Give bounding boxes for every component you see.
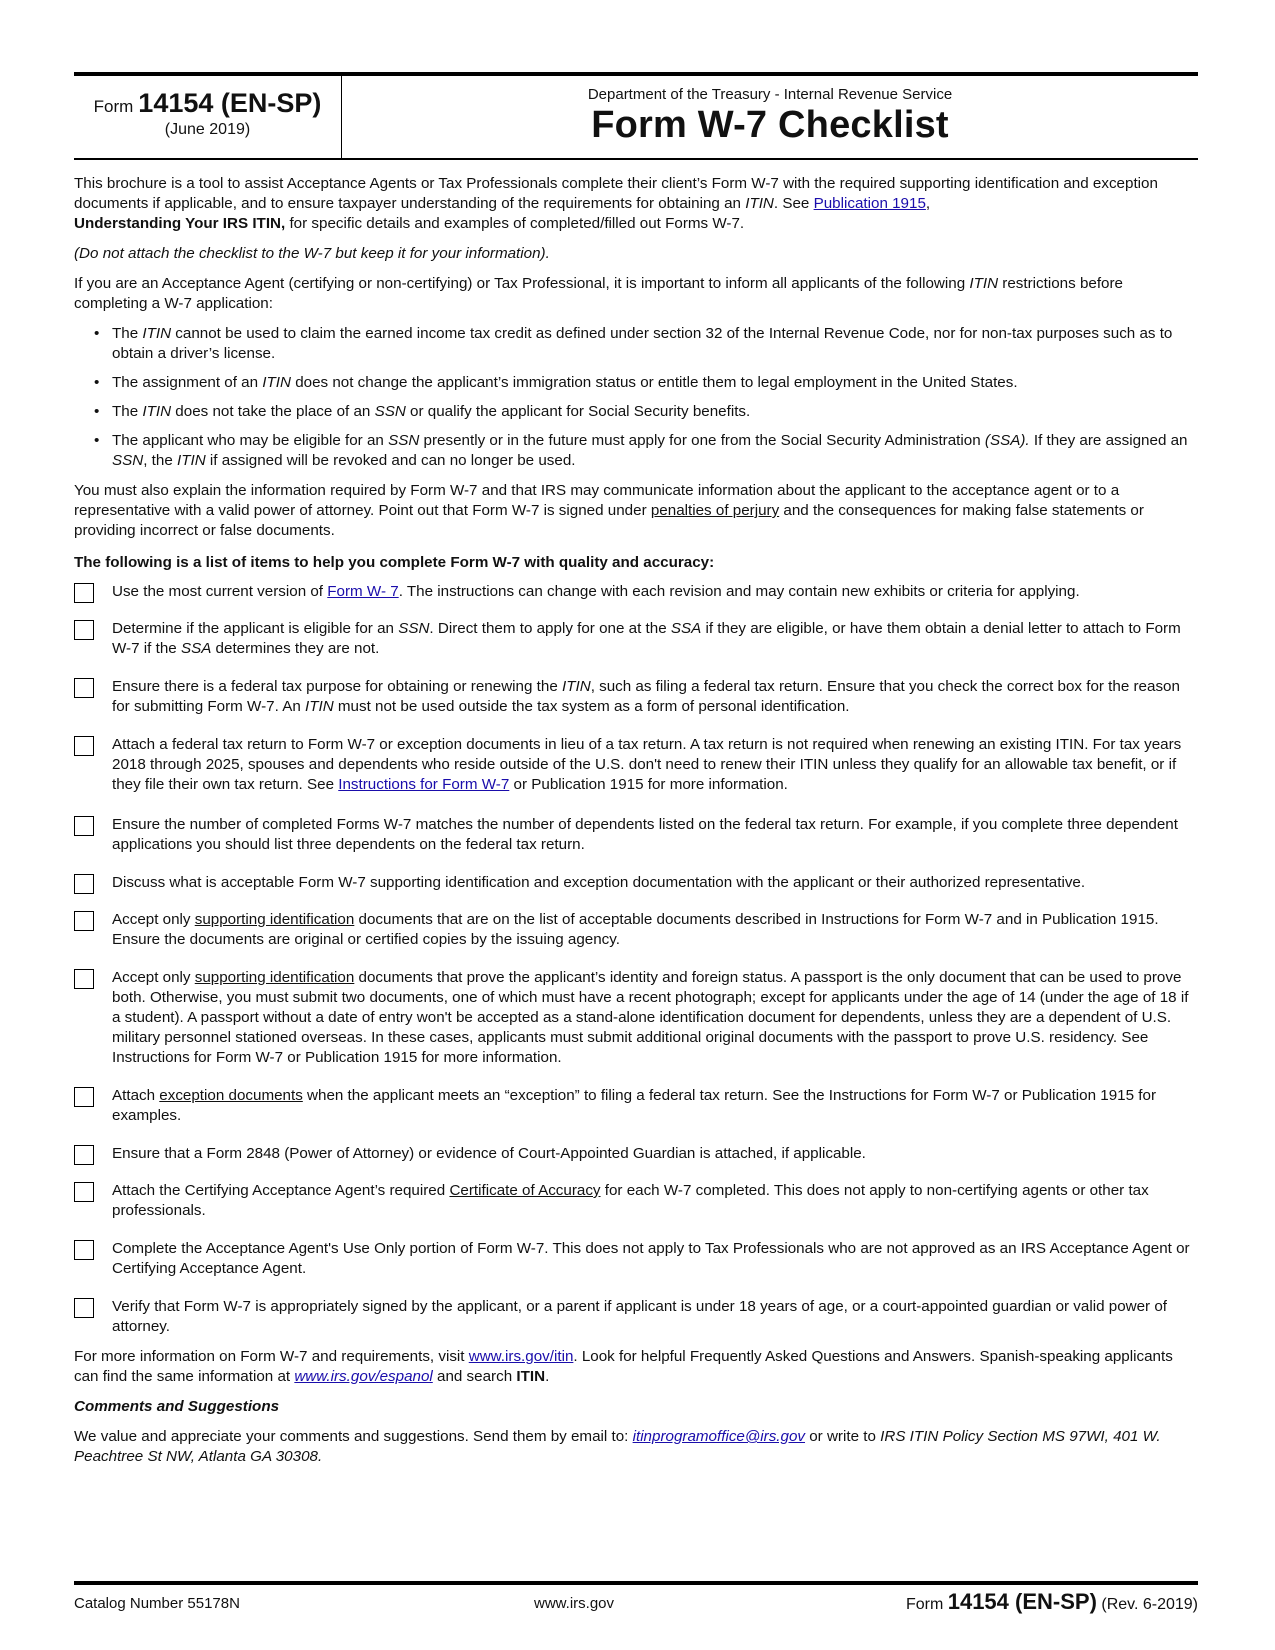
publication-1915-link[interactable]: Publication 1915 (813, 195, 926, 212)
comments-paragraph: We value and appreciate your comments and suggestions. Send them by email to: itinprogramoffice@irs.gov or write to IRS ITIN Policy Section MS 97WI, 401 W. Peachtree St NW, Atlanta GA 30308. (74, 1428, 1161, 1465)
checklist-item: Ensure that a Form 2848 (Power of Attorney) or evidence of Court-Appointed Guardian is attached, if applicable. (74, 1144, 1198, 1165)
form-w7-link[interactable]: Form W- 7 (327, 583, 399, 600)
checklist-note: (Do not attach the checklist to the W-7 but keep it for your information). (74, 245, 550, 262)
list-item: • The ITIN cannot be used to claim the earned income tax credit as defined under section 32 of the Internal Revenue Code, nor for non-tax purposes such as to obtain a driver’s license. (94, 324, 1198, 364)
list-item: • The applicant who may be eligible for an SSN presently or in the future must apply for one from the Social Security Administration (SSA). If they are assigned an SSN, the ITIN if assigned will be revoked and can no longer be used. (94, 431, 1198, 471)
checkbox[interactable] (74, 969, 94, 989)
checkbox[interactable] (74, 816, 94, 836)
form-w7-instructions-link[interactable]: Instructions for Form W-7 (338, 776, 510, 793)
list-item: • The ITIN does not take the place of an SSN or qualify the applicant for Social Security benefits. (94, 402, 1198, 422)
checklist-item: Attach exception documents when the applicant meets an “exception” to filing a federal tax return. See the Instructions for Form W-7 or Publication 1915 for examples. (74, 1086, 1198, 1126)
checkbox[interactable] (74, 874, 94, 894)
checkbox[interactable] (74, 583, 94, 603)
checkbox[interactable] (74, 1182, 94, 1202)
checkbox[interactable] (74, 620, 94, 640)
checklist-item: Accept only supporting identification documents that prove the applicant’s identity and foreign status. A passport is the only document that can be used to prove both. Otherwise, you must submit two documents, one of which must have a recent photograph; except for applicants under the age of 14 (under the age of 18 if a student). A passport without a date of entry won't be accepted as a stand-alone identification document for dependents, unless they are a dependent of U.S. military personnel stationed overseas. In these cases, applicants must submit additional original documents with the passport to prove U.S. residency. See Instructions for Form W-7 or Publication 1915 for more information. (74, 968, 1198, 1068)
email-link[interactable]: itinprogramoffice@irs.gov (632, 1428, 806, 1445)
irs-espanol-link[interactable]: www.irs.gov/espanol (294, 1368, 433, 1385)
list-item: • The assignment of an ITIN does not change the applicant’s immigration status or entitle them to legal employment in the United States. (94, 373, 1198, 393)
checklist-item: Use the most current version of Form W- 7. The instructions can change with each revision and may contain new exhibits or criteria for applying. (74, 582, 1198, 603)
checklist-item: Determine if the applicant is eligible for an SSN. Direct them to apply for one at the SSA if they are eligible, or have them obtain a denial letter to attach to Form W-7 if the SSA determines they are not. (74, 619, 1198, 659)
checkbox[interactable] (74, 678, 94, 698)
checklist-item: Attach a federal tax return to Form W-7 or exception documents in lieu of a tax return. A tax return is not required when renewing an existing ITIN. For tax years 2018 through 2025, spouses and dependents who reside outside of the U.S. don't need to renew their ITIN unless they qualify for an allowable tax benefit, or if they file their own tax return. See Instructions for Form W-7 or Publication 1915 for more information. (74, 735, 1198, 795)
form-id-box (74, 76, 342, 158)
form-number: 14154 (EN-SP) (138, 88, 322, 118)
checklist-item: Discuss what is acceptable Form W-7 supporting identification and exception documentation with the applicant or their authorized representative. (74, 873, 1198, 894)
checkbox[interactable] (74, 1298, 94, 1318)
checklist-item: Ensure there is a federal tax purpose for obtaining or renewing the ITIN, such as filing a federal tax return. Ensure that you check the correct box for the reason for submitting Form W-7. An ITIN must not be used outside the tax system as a form of personal identification. (74, 677, 1198, 717)
checklist-item: Verify that Form W-7 is appropriately signed by the applicant, or a parent if applicant is under 18 years of age, or a court-appointed guardian or valid power of attorney. (74, 1297, 1198, 1337)
form-page (74, 72, 1198, 1467)
checklist-item: Ensure the number of completed Forms W-7 matches the number of dependents listed on the federal tax return. For example, if you complete three dependent applications you should list three dependents on the federal tax return. (74, 815, 1198, 855)
checkbox[interactable] (74, 1145, 94, 1165)
form-header (74, 72, 1198, 160)
checklist-item: Accept only supporting identification documents that are on the list of acceptable documents described in Instructions for Form W-7 and in Publication 1915. Ensure the documents are original or certified copies by the issuing agency. (74, 910, 1198, 950)
checklist-heading: The following is a list of items to help you complete Form W-7 with quality and accuracy: (74, 554, 715, 571)
more-info-paragraph: For more information on Form W-7 and requirements, visit www.irs.gov/itin. Look for helpful Frequently Asked Questions and Answers. Spanish-speaking applicants can find the same information at www.irs.gov/espanol and search ITIN. (74, 1348, 1173, 1385)
department-name: Department of the Treasury - Internal Revenue Service (587, 86, 953, 103)
irs-itin-link[interactable]: www.irs.gov/itin (468, 1348, 574, 1365)
comments-heading: Comments and Suggestions (74, 1398, 280, 1415)
title-box (342, 76, 1198, 158)
footer-website: www.irs.gov (534, 1595, 615, 1612)
checklist-item: Complete the Acceptance Agent's Use Only portion of Form W-7. This does not apply to Tax Professionals who are not approved as an IRS Acceptance Agent or Certifying Acceptance Agent. (74, 1239, 1198, 1279)
page-title: Form W-7 Checklist (591, 104, 949, 146)
footer-form-id: Form 14154 (EN-SP) (Rev. 6-2019) (905, 1589, 1198, 1614)
checklist (74, 582, 1198, 1337)
form-word: Form (93, 97, 134, 116)
catalog-number: Catalog Number 55178N (74, 1595, 240, 1612)
form-footer (74, 1581, 1198, 1617)
restrictions-intro: If you are an Acceptance Agent (certifying or non-certifying) or Tax Professional, it is important to inform all applicants of the following ITIN restrictions before completing a W-7 application: (74, 275, 1124, 312)
restrictions-list (74, 324, 1198, 471)
checklist-item: Attach the Certifying Acceptance Agent’s required Certificate of Accuracy for each W-7 completed. This does not apply to non-certifying agents or other tax professionals. (74, 1181, 1198, 1221)
checkbox[interactable] (74, 1240, 94, 1260)
form-date: (June 2019) (164, 121, 251, 138)
checkbox[interactable] (74, 911, 94, 931)
intro-paragraph: This brochure is a tool to assist Acceptance Agents or Tax Professionals complete their client’s Form W-7 with the required supporting identification and exception documents if applicable, and to ensure taxpayer understanding of the requirements for obtaining an ITIN. See Publication 1915, Understanding Your IRS ITIN, for specific details and examples of completed/filled out Forms W-7. (74, 175, 1158, 232)
checkbox[interactable] (74, 1087, 94, 1107)
checkbox[interactable] (74, 736, 94, 756)
explain-paragraph: You must also explain the information required by Form W-7 and that IRS may communicate information about the applicant to the acceptance agent or to a representative with a valid power of attorney. Point out that Form W-7 is signed under penalties of perjury and the consequences for making false statements or providing incorrect or false documents. (74, 482, 1144, 539)
